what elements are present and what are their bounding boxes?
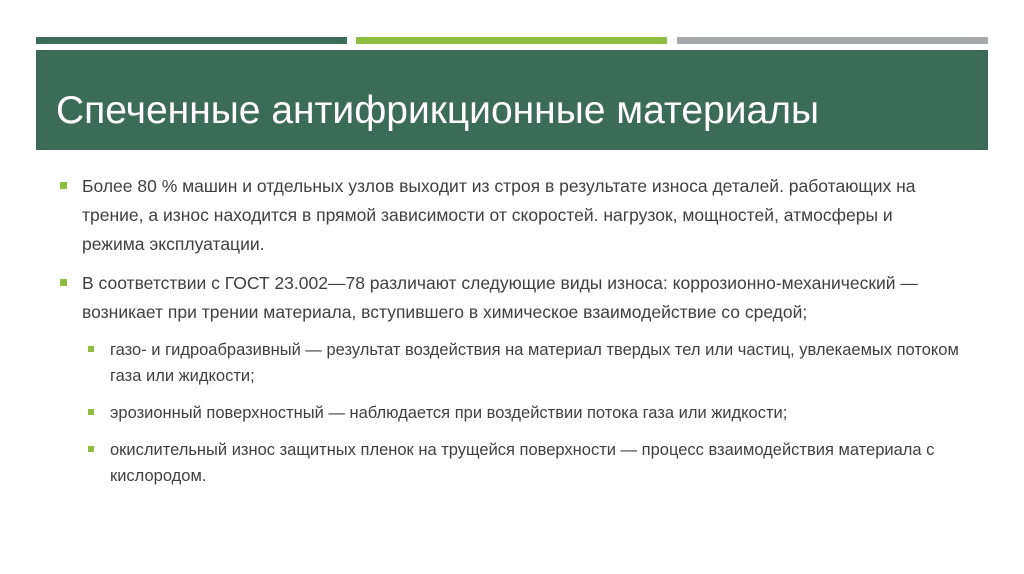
bullet-text: В соответствии с ГОСТ 23.002—78 различают следующие виды износа: коррозионно-механический — возникает при трении материала, вступившего в химическое взаимодействие со средой; <box>82 273 918 322</box>
accent-stripe-light-green <box>356 37 667 44</box>
subbullet-item <box>88 437 960 489</box>
subbullet-text: эрозионный поверхностный — наблюдается при воздействии потока газа или жидкости; <box>110 404 788 422</box>
slide-body <box>60 172 960 500</box>
square-bullet-icon <box>60 279 67 286</box>
bullet-text: Более 80 % машин и отдельных узлов выходит из строя в результате износа деталей. работающих на трение, а износ находится в прямой зависимости от скоростей. нагрузок, мощностей, атмосферы и режима эксплуатации. <box>82 176 916 254</box>
title-banner <box>36 50 988 150</box>
subbullet-text: газо- и гидроабразивный — результат воздействия на материал твердых тел или частиц, увлекаемых потоком газа или жидкости; <box>110 341 959 385</box>
subbullet-item <box>88 400 960 426</box>
square-bullet-icon <box>60 182 67 189</box>
square-bullet-icon <box>88 446 94 452</box>
accent-stripe-dark-green <box>36 37 347 44</box>
bullet-item <box>60 269 960 327</box>
square-bullet-icon <box>88 346 94 352</box>
slide-title: Спеченные антифрикционные материалы <box>56 89 819 132</box>
bullet-item <box>60 172 960 259</box>
accent-stripe-gray <box>677 37 988 44</box>
square-bullet-icon <box>88 409 94 415</box>
subbullet-text: окислительный износ защитных пленок на трущейся поверхности — процесс взаимодействия материала с кислородом. <box>110 441 935 485</box>
subbullet-item <box>88 337 960 389</box>
